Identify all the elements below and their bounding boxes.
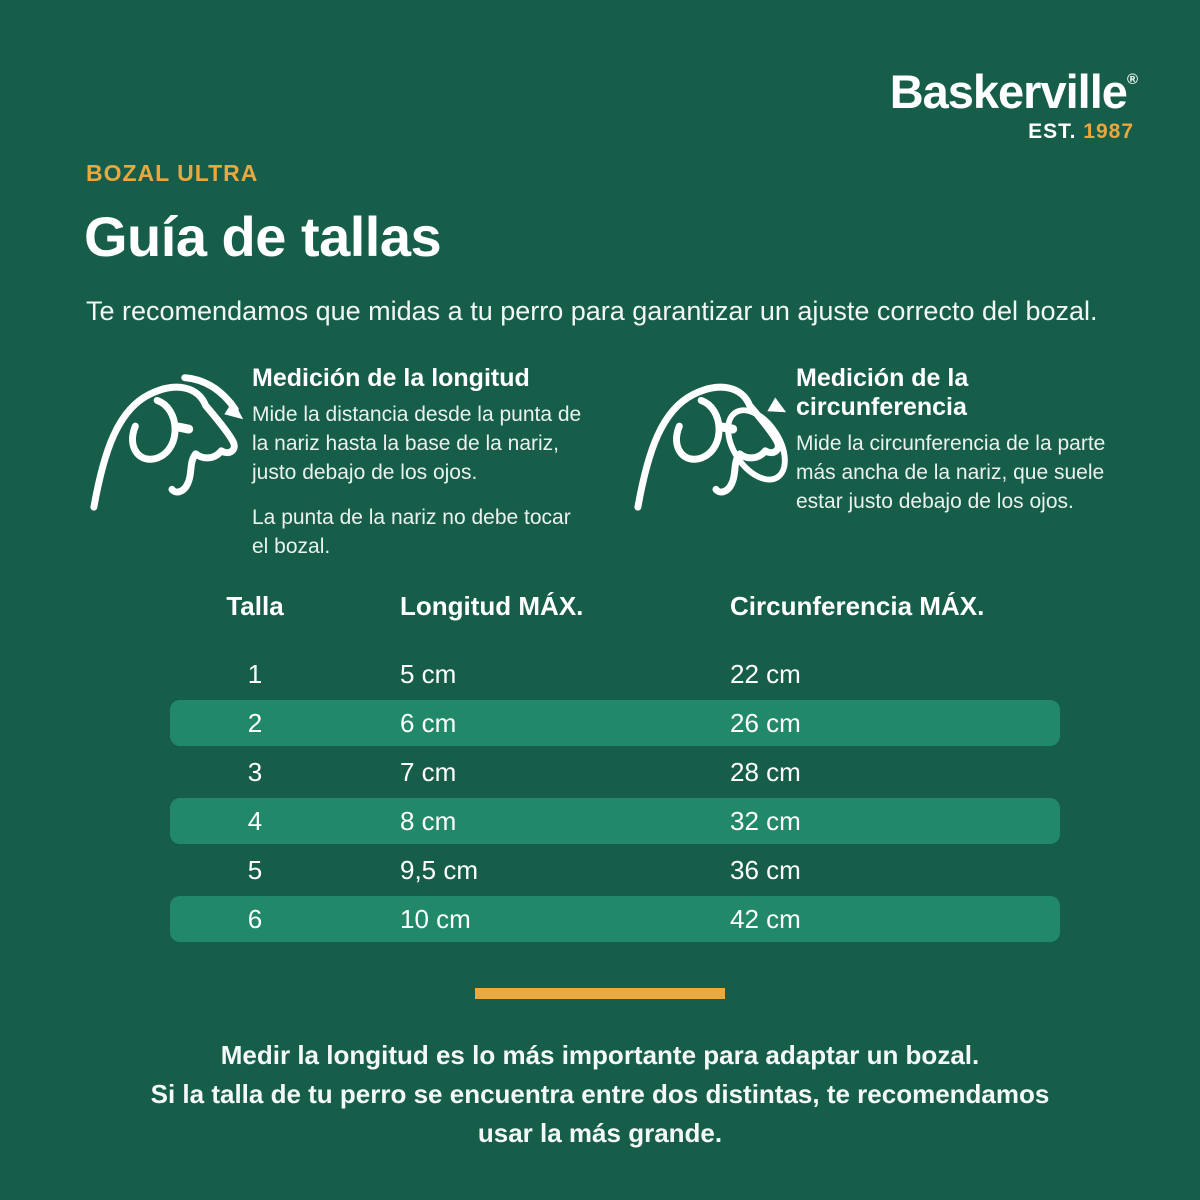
- measurement-circumference-section: [628, 356, 1158, 517]
- cell-talla: 1: [247, 658, 263, 689]
- cell-talla: 6: [247, 903, 263, 934]
- cell-circunferencia: 26 cm: [730, 707, 801, 738]
- cell-longitud: 5 cm: [400, 658, 457, 689]
- size-table: [170, 583, 1060, 945]
- table-row-size-3: [170, 749, 1060, 795]
- measurement-heading: Medición de la longitud: [252, 364, 530, 392]
- footer-note-line: usar la más grande.: [477, 1118, 723, 1148]
- page-subtitle: Te recomendamos que midas a tu perro para garantizar un ajuste correcto del bozal.: [86, 296, 1098, 326]
- size-table-header: [170, 583, 1060, 629]
- registered-trademark-icon: ®: [1126, 71, 1138, 88]
- measurement-length-text: [252, 356, 582, 562]
- product-label: BOZAL ULTRA: [86, 160, 259, 186]
- measurement-heading: Medición de la circunferencia: [796, 364, 969, 421]
- measurement-circumference-text: [796, 356, 1141, 517]
- table-row-size-4: [170, 798, 1060, 844]
- page-title: Guía de tallas: [84, 205, 442, 268]
- column-header-longitud: Longitud MÁX.: [400, 590, 584, 621]
- cell-longitud: 10 cm: [400, 903, 471, 934]
- column-header-talla: Talla: [226, 590, 284, 621]
- brand-name: Baskerville: [889, 65, 1127, 118]
- table-row-size-1: [170, 651, 1060, 697]
- dog-circumference-icon: [628, 356, 796, 516]
- cell-longitud: 9,5 cm: [400, 854, 479, 885]
- footer-note-line: Si la talla de tu perro se encuentra entre dos distintas, te recomendamos: [150, 1079, 1050, 1109]
- table-row-size-6: [170, 896, 1060, 942]
- established-year: 1987: [1083, 120, 1134, 143]
- cell-circunferencia: 42 cm: [730, 903, 801, 934]
- footer-note-line: Medir la longitud es lo más importante para adaptar un bozal.: [220, 1040, 980, 1070]
- cell-longitud: 6 cm: [400, 707, 457, 738]
- column-header-circunferencia: Circunferencia MÁX.: [730, 590, 985, 621]
- measurement-paragraph: Mide la distancia desde la punta de la nariz hasta la base de la nariz, justo debajo de los ojos.: [252, 403, 582, 484]
- accent-divider: [475, 988, 725, 999]
- cell-longitud: 7 cm: [400, 756, 457, 787]
- cell-talla: 4: [247, 805, 263, 836]
- table-row-size-2: [170, 700, 1060, 746]
- measurement-paragraph: La punta de la nariz no debe tocar el bozal.: [252, 505, 571, 558]
- cell-talla: 2: [247, 707, 263, 738]
- cell-circunferencia: 28 cm: [730, 756, 801, 787]
- cell-longitud: 8 cm: [400, 805, 457, 836]
- dog-length-icon: [84, 356, 252, 516]
- footer-note: [0, 1036, 1200, 1153]
- cell-circunferencia: 22 cm: [730, 658, 801, 689]
- measurement-paragraph: Mide la circunferencia de la parte más ancha de la nariz, que suele estar justo debajo de los ojos.: [796, 432, 1106, 513]
- established-label: EST.: [1028, 120, 1077, 143]
- brand-logo: [889, 65, 1138, 143]
- brand-name-line: [889, 65, 1138, 118]
- cell-circunferencia: 32 cm: [730, 805, 801, 836]
- table-row-size-5: [170, 847, 1060, 893]
- brand-established-line: [890, 121, 1138, 142]
- cell-talla: 3: [247, 756, 263, 787]
- measurement-length-section: [84, 356, 594, 562]
- cell-circunferencia: 36 cm: [730, 854, 801, 885]
- cell-talla: 5: [247, 854, 263, 885]
